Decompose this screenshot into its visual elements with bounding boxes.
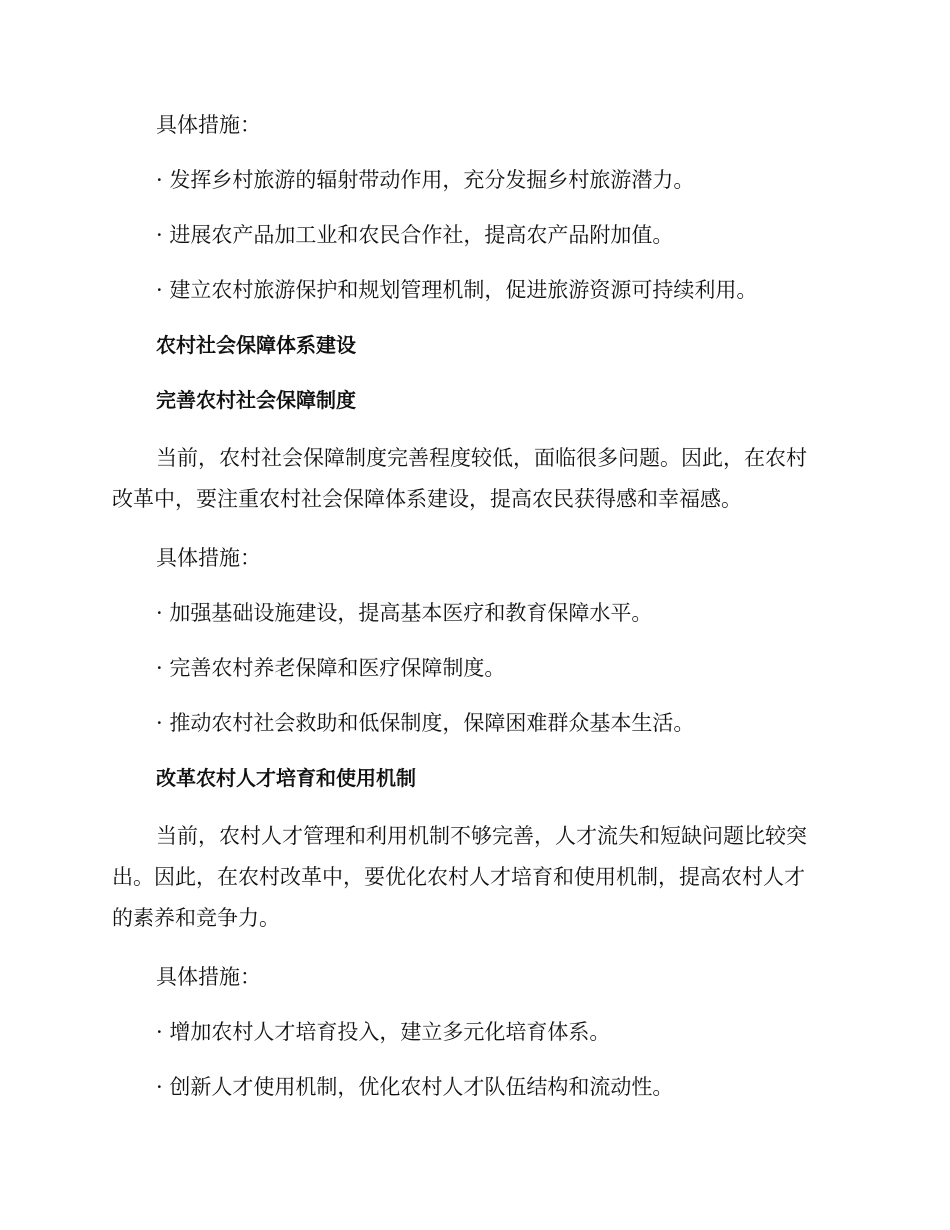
subsection-heading: 完善农村社会保障制度 [156, 388, 356, 412]
bullet-item: · 完善农村养老保障和医疗保障制度。 [156, 656, 506, 680]
subsection-heading: 改革农村人才培育和使用机制 [156, 766, 416, 790]
bullet-item: · 建立农村旅游保护和规划管理机制，促进旅游资源可持续利用。 [156, 278, 758, 302]
bullet-item: · 加强基础设施建设，提高基本医疗和教育保障水平。 [156, 601, 653, 625]
bullet-item: · 发挥乡村旅游的辐射带动作用，充分发掘乡村旅游潜力。 [156, 168, 695, 192]
document-body [112, 108, 832, 1104]
paragraph-line: 出。因此，在农村改革中，要优化农村人才培育和使用机制，提高农村人才 [112, 865, 805, 889]
paragraph-line: 改革中，要注重农村社会保障体系建设，提高农民获得感和幸福感。 [112, 487, 742, 511]
bullet-item: · 增加农村人才培育投入，建立多元化培育体系。 [156, 1020, 611, 1044]
measures-label: 具体措施： [156, 113, 261, 137]
bullet-item: · 创新人才使用机制，优化农村人才队伍结构和流动性。 [156, 1075, 674, 1099]
bullet-item: · 进展农产品加工业和农民合作社，提高农产品附加值。 [156, 223, 674, 247]
paragraph-line: 当前，农村人才管理和利用机制不够完善，人才流失和短缺问题比较突 [156, 824, 807, 848]
paragraph-line: 的素养和竞争力。 [112, 906, 280, 930]
paragraph [112, 816, 832, 939]
section-heading: 农村社会保障体系建设 [156, 333, 356, 357]
measures-label: 具体措施： [156, 965, 261, 989]
bullet-item: · 推动农村社会救助和低保制度，保障困难群众基本生活。 [156, 711, 695, 735]
paragraph-line: 当前，农村社会保障制度完善程度较低，面临很多问题。因此，在农村 [156, 446, 807, 470]
measures-label: 具体措施： [156, 546, 261, 570]
paragraph [112, 438, 832, 520]
